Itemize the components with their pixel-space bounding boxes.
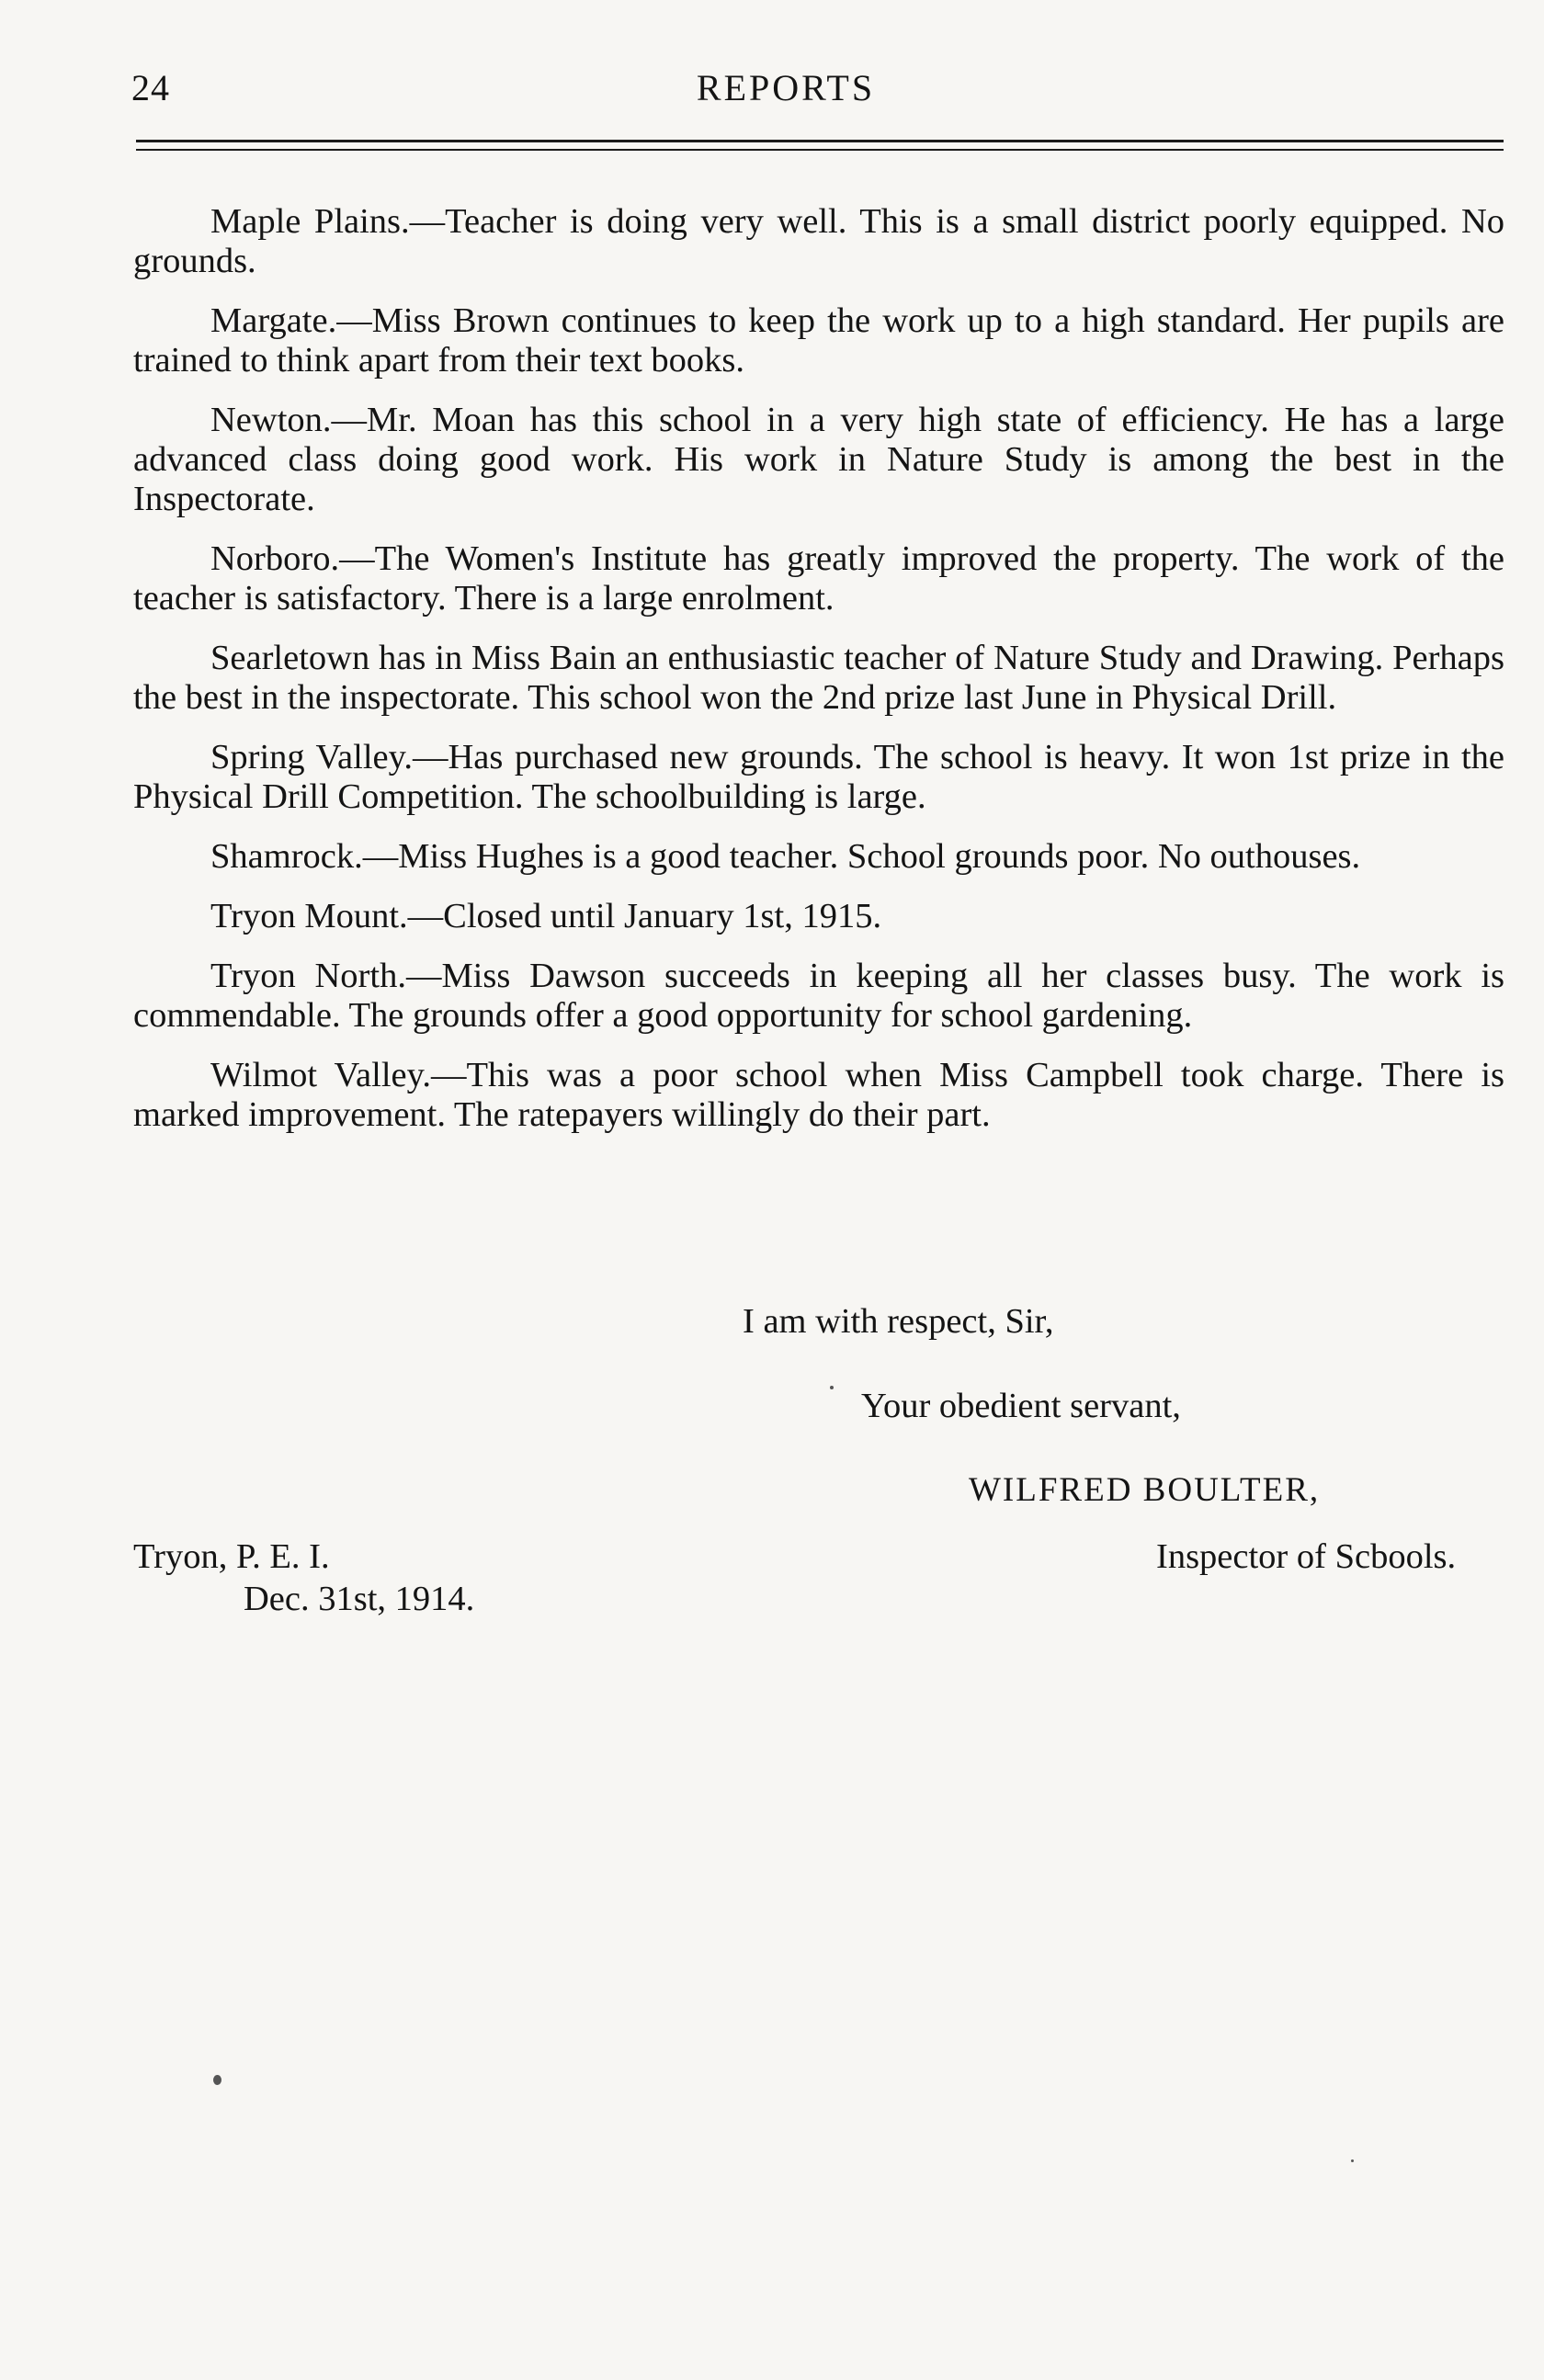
print-speck xyxy=(1351,2159,1354,2162)
closing-respect: I am with respect, Sir, xyxy=(743,1302,1054,1341)
paragraph-margate: Margate.—Miss Brown continues to keep the work up to a high standard. Her pupils are trained to think apart from their text books. xyxy=(133,301,1504,380)
paragraph-maple-plains: Maple Plains.—Teacher is doing very well. This is a small district poorly equipped. No grounds. xyxy=(133,202,1504,280)
print-speck xyxy=(830,1386,834,1389)
date-line: Dec. 31st, 1914. xyxy=(244,1580,475,1618)
report-body xyxy=(133,202,1504,1155)
running-head: REPORTS xyxy=(696,67,876,108)
paragraph-tryon-north: Tryon North.—Miss Dawson succeeds in keeping all her classes busy. The work is commendable. The grounds offer a good opportunity for school gardening. xyxy=(133,957,1504,1035)
paragraph-newton: Newton.—Mr. Moan has this school in a very high state of efficiency. He has a large advanced class doing good work. His work in Nature Study is among the best in the Inspectorate. xyxy=(133,401,1504,518)
paragraph-searletown: Searletown has in Miss Bain an enthusiastic teacher of Nature Study and Drawing. Perhaps the best in the inspectorate. This school won the 2nd prize last June in Physical Drill. xyxy=(133,639,1504,717)
paragraph-shamrock: Shamrock.—Miss Hughes is a good teacher. School grounds poor. No outhouses. xyxy=(210,837,1361,876)
paragraph-spring-valley: Spring Valley.—Has purchased new grounds. The school is heavy. It won 1st prize in the Physical Drill Competition. The schoolbuilding is large. xyxy=(133,738,1504,816)
paragraph-tryon-mount: Tryon Mount.—Closed until January 1st, 1915. xyxy=(210,897,882,935)
header-rule-top xyxy=(136,140,1504,142)
print-speck xyxy=(213,2075,221,2085)
header-rule-bottom xyxy=(136,149,1504,151)
paragraph-wilmot-valley: Wilmot Valley.—This was a poor school when Miss Campbell took charge. There is marked improvement. The ratepayers willingly do their part. xyxy=(133,1056,1504,1134)
signatory-name: WILFRED BOULTER, xyxy=(969,1471,1321,1509)
paragraph-norboro: Norboro.—The Women's Institute has greatly improved the property. The work of the teacher is satisfactory. There is a large enrolment. xyxy=(133,539,1504,618)
signatory-title: Inspector of Scbools. xyxy=(1156,1537,1457,1576)
closing-servant: Your obedient servant, xyxy=(861,1387,1181,1425)
place-line: Tryon, P. E. I. xyxy=(133,1537,330,1576)
page-number: 24 xyxy=(131,67,170,108)
